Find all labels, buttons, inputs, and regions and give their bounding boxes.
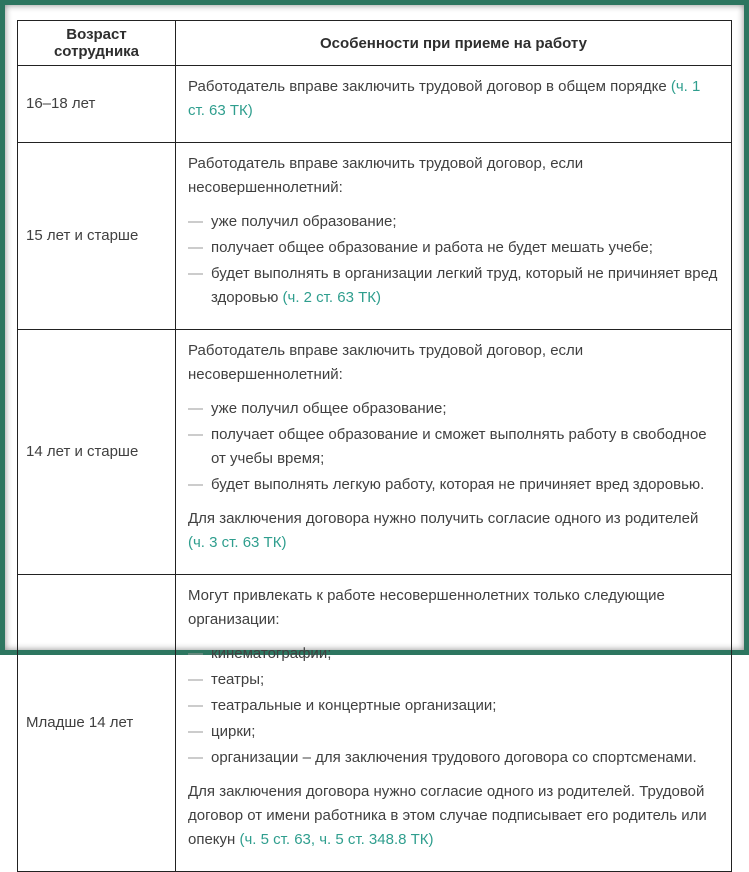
text-segment: получает общее образование и работа не будет мешать учебе; [211,239,653,256]
list-item-text [211,746,719,770]
dash-list [188,642,719,770]
dash-bullet-icon: — [188,749,203,766]
list-item [188,720,719,744]
list-item-text [211,473,719,497]
dash-bullet-icon: — [188,723,203,740]
table-row [18,575,732,872]
text-segment: будет выполнять легкую работу, которая не причиняет вред здоровью. [211,476,705,493]
paragraph [188,780,719,852]
col-header-age: Возраст сотрудника [18,21,176,66]
header-row [18,21,732,66]
features-cell [176,66,732,143]
dash-bullet-icon: — [188,476,203,493]
text-segment: Работодатель вправе заключить трудовой договор, если несовершеннолетний: [188,155,584,196]
text-segment: цирки; [211,723,256,740]
list-item [188,473,719,497]
list-item [188,668,719,692]
paragraph [188,75,719,123]
law-reference-link[interactable]: (ч. 5 ст. 63, ч. 5 ст. 348.8 ТК) [239,831,434,848]
text-segment: получает общее образование и сможет выполнять работу в свободное от учебы время; [211,426,707,467]
list-item [188,262,719,310]
list-item [188,210,719,234]
features-cell [176,330,732,575]
law-reference-link[interactable]: (ч. 3 ст. 63 ТК) [188,534,287,551]
list-item [188,397,719,421]
dash-bullet-icon: — [188,645,203,662]
dash-list [188,397,719,497]
dash-bullet-icon: — [188,697,203,714]
list-item-text [211,642,719,666]
text-segment: будет выполнять в организации легкий труд, который не причиняет вред здоровью [211,265,718,306]
features-cell [176,575,732,872]
list-item-text [211,423,719,471]
features-cell [176,143,732,330]
list-item [188,423,719,471]
paragraph [188,507,719,555]
text-segment: театры; [211,671,265,688]
table-row [18,66,732,143]
law-reference-link[interactable]: (ч. 1 ст. 63 ТК) [188,78,701,119]
text-segment: уже получил общее образование; [211,400,447,417]
age-cell: 15 лет и старше [18,143,176,330]
dash-list [188,210,719,310]
list-item [188,236,719,260]
text-segment: кинематографии; [211,645,332,662]
list-item [188,642,719,666]
list-item-text [211,668,719,692]
age-cell: 16–18 лет [18,66,176,143]
age-hiring-table [17,20,732,872]
list-item-text [211,262,719,310]
dash-bullet-icon: — [188,671,203,688]
dash-bullet-icon: — [188,400,203,417]
list-item-text [211,236,719,260]
age-cell: Младше 14 лет [18,575,176,872]
text-segment: Для заключения договора нужно получить согласие одного из родителей [188,510,699,527]
table-row [18,143,732,330]
col-header-features: Особенности при приеме на работу [176,21,732,66]
list-item-text [211,397,719,421]
text-segment: Могут привлекать к работе несовершеннолетних только следующие организации: [188,587,665,628]
paragraph [188,152,719,200]
list-item-text [211,694,719,718]
dash-bullet-icon: — [188,239,203,256]
law-reference-link[interactable]: (ч. 2 ст. 63 ТК) [282,289,381,306]
age-cell: 14 лет и старше [18,330,176,575]
dash-bullet-icon: — [188,265,203,282]
text-segment: организации – для заключения трудового договора со спортсменами. [211,749,697,766]
paragraph [188,584,719,632]
text-segment: Для заключения договора нужно согласие одного из родителей. Трудовой договор от имени работника в этом случае подписывает его родитель или опекун [188,783,707,848]
text-segment: Работодатель вправе заключить трудовой договор, если несовершеннолетний: [188,342,584,383]
dash-bullet-icon: — [188,426,203,443]
text-segment: Работодатель вправе заключить трудовой договор в общем порядке [188,78,671,95]
dash-bullet-icon: — [188,213,203,230]
list-item-text [211,210,719,234]
text-segment: уже получил образование; [211,213,397,230]
list-item [188,746,719,770]
text-segment: театральные и концертные организации; [211,697,497,714]
paragraph [188,339,719,387]
table-row [18,330,732,575]
list-item-text [211,720,719,744]
list-item [188,694,719,718]
